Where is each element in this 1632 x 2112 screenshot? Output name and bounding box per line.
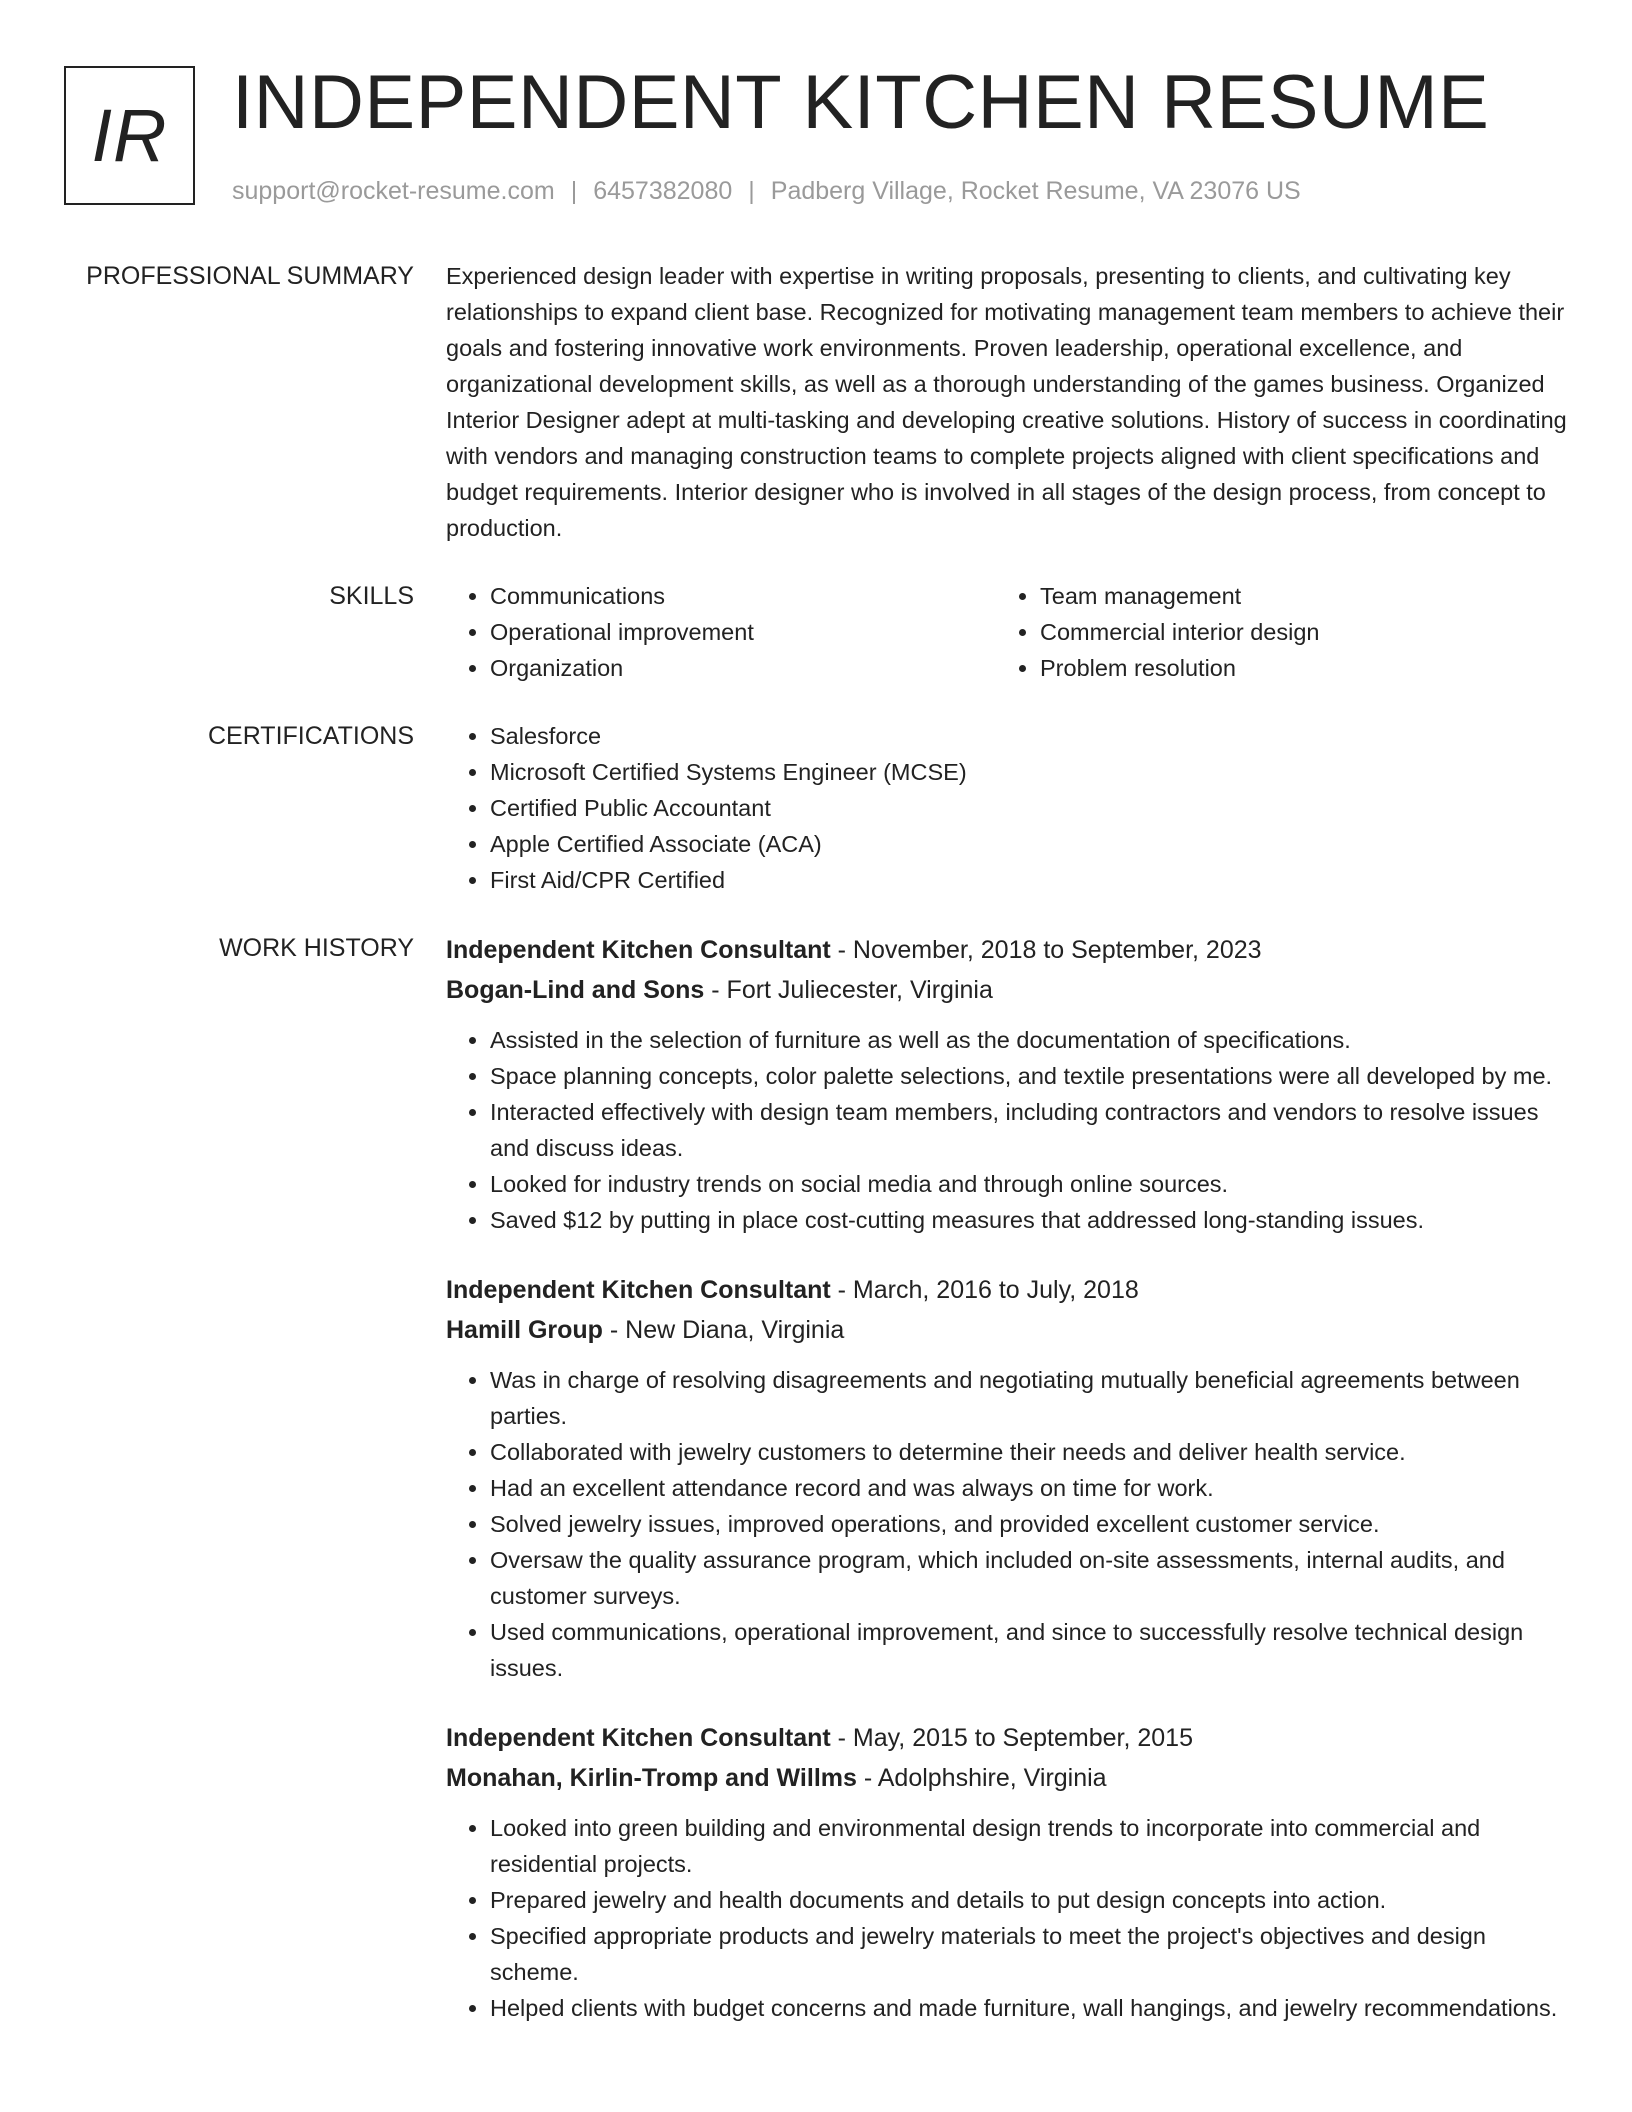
job-dates: - May, 2015 to September, 2015 (830, 1724, 1193, 1752)
skills-section (0, 578, 1632, 686)
job-company-line (446, 970, 1570, 1010)
certification-item: • Certified Public Accountant (490, 790, 1570, 826)
skill-item: • Problem resolution (1040, 650, 1546, 686)
certification-item: • Apple Certified Associate (ACA) (490, 826, 1570, 862)
job-entry (446, 930, 1570, 1238)
summary-section (0, 258, 1632, 546)
job-company: Monahan, Kirlin-Tromp and Willms (446, 1764, 857, 1792)
certifications-section (0, 718, 1632, 898)
certifications-list (446, 718, 1570, 898)
job-location: - Adolphshire, Virginia (856, 1764, 1107, 1792)
job-bullets (446, 1022, 1570, 1238)
certification-item: • First Aid/CPR Certified (490, 862, 1570, 898)
skills-list-left (446, 578, 996, 686)
job-bullet: • Solved jewelry issues, improved operations, and provided excellent customer service. (490, 1506, 1570, 1542)
job-bullet: • Saved $12 by putting in place cost-cutting measures that addressed long-standing issues. (490, 1202, 1570, 1238)
job-bullet: • Had an excellent attendance record and was always on time for work. (490, 1470, 1570, 1506)
job-dates: - November, 2018 to September, 2023 (830, 936, 1262, 964)
job-location: - New Diana, Virginia (602, 1316, 845, 1344)
job-title-line (446, 1718, 1570, 1758)
job-bullet: • Assisted in the selection of furniture as well as the documentation of specifications. (490, 1022, 1570, 1058)
resume-title: INDEPENDENT KITCHEN RESUME (232, 60, 1490, 145)
skill-item: • Communications (490, 578, 996, 614)
contact-separator: | (570, 177, 578, 205)
contact-line (232, 174, 1301, 208)
job-entry (446, 1270, 1570, 1686)
contact-address: Padberg Village, Rocket Resume, VA 23076 US (770, 177, 1301, 205)
skill-item: • Organization (490, 650, 996, 686)
section-heading: WORK HISTORY (219, 934, 414, 962)
job-company-line (446, 1758, 1570, 1798)
contact-phone: 6457382080 (593, 177, 733, 205)
work-history-section (0, 930, 1632, 2058)
section-heading: SKILLS (329, 582, 414, 610)
job-bullet: • Helped clients with budget concerns and made furniture, wall hangings, and jewelry recommendations. (490, 1990, 1570, 2026)
section-heading: CERTIFICATIONS (207, 722, 414, 750)
job-bullets (446, 1810, 1570, 2026)
job-title: Independent Kitchen Consultant (446, 936, 831, 964)
job-dates: - March, 2016 to July, 2018 (830, 1276, 1139, 1304)
job-bullet: • Specified appropriate products and jewelry materials to meet the project's objectives and design scheme. (490, 1918, 1570, 1990)
certification-item: • Salesforce (490, 718, 1570, 754)
job-title: Independent Kitchen Consultant (446, 1724, 831, 1752)
skill-item: • Operational improvement (490, 614, 996, 650)
skills-list-right (996, 578, 1546, 686)
contact-separator: | (748, 177, 755, 205)
job-entry (446, 1718, 1570, 2026)
job-bullet: • Used communications, operational improvement, and since to successfully resolve technical design issues. (490, 1614, 1570, 1686)
job-bullet: • Looked into green building and environmental design trends to incorporate into commercial and residential projects. (490, 1810, 1570, 1882)
certification-item: • Microsoft Certified Systems Engineer (MCSE) (490, 754, 1570, 790)
job-title-line (446, 930, 1570, 970)
job-location: - Fort Juliecester, Virginia (704, 976, 993, 1004)
monogram-logo: IR (64, 66, 195, 205)
job-bullet: • Prepared jewelry and health documents and details to put design concepts into action. (490, 1882, 1570, 1918)
job-title: Independent Kitchen Consultant (446, 1276, 831, 1304)
contact-email: support@rocket-resume.com (232, 177, 555, 205)
resume-header (64, 60, 1564, 226)
section-heading: PROFESSIONAL SUMMARY (86, 262, 414, 290)
job-bullets (446, 1362, 1570, 1686)
job-bullet: • Was in charge of resolving disagreements and negotiating mutually beneficial agreements between parties. (490, 1362, 1570, 1434)
summary-text: Experienced design leader with expertise in writing proposals, presenting to clients, and cultivating key relationships to expand client base. Recognized for motivating management team members to achieve their goals and fostering innovative work environments. Proven leadership, operational excellence, and organizational development skills, as well as a thorough understanding of the games business. Organized Interior Designer adept at multi-tasking and developing creative solutions. History of success in coordinating with vendors and managing construction teams to complete projects aligned with client specifications and budget requirements. Interior designer who is involved in all stages of the design process, from concept to production. (446, 263, 1567, 541)
job-bullet: • Oversaw the quality assurance program, which included on-site assessments, internal audits, and customer surveys. (490, 1542, 1570, 1614)
job-bullet: • Interacted effectively with design team members, including contractors and vendors to resolve issues and discuss ideas. (490, 1094, 1570, 1166)
job-company-line (446, 1310, 1570, 1350)
job-bullet: • Collaborated with jewelry customers to determine their needs and deliver health service. (490, 1434, 1570, 1470)
job-company: Hamill Group (446, 1316, 603, 1344)
job-company: Bogan-Lind and Sons (446, 976, 705, 1004)
skill-item: • Commercial interior design (1040, 614, 1546, 650)
job-title-line (446, 1270, 1570, 1310)
skill-item: • Team management (1040, 578, 1546, 614)
job-bullet: • Looked for industry trends on social media and through online sources. (490, 1166, 1570, 1202)
job-bullet: • Space planning concepts, color palette selections, and textile presentations were all developed by me. (490, 1058, 1570, 1094)
resume-content (0, 258, 1632, 2090)
